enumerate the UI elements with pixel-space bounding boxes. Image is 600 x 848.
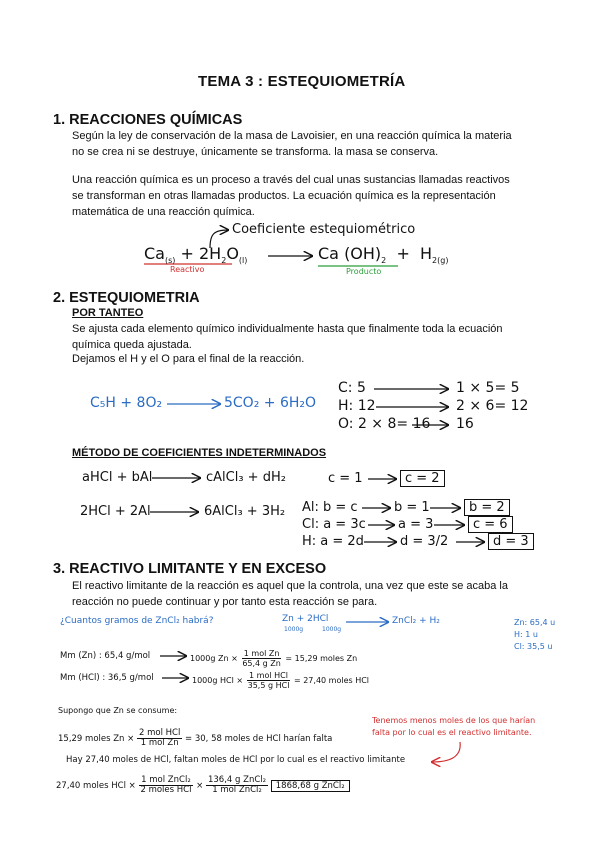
calc2-num-2: 136,4 g ZnCl₂	[207, 775, 267, 785]
calc2-den-2: 1 mol ZnCl₂	[212, 785, 262, 795]
limit-rx-mass-2: 1000g	[322, 626, 342, 633]
mm-zn-calc-a: 1000g Zn ×	[190, 654, 238, 663]
mm-zn-den: 65,4 g Zn	[242, 659, 281, 668]
calc-hcl-needed	[58, 729, 332, 748]
eq-product-sub: 2	[381, 256, 387, 266]
s1-p2-line3: matemática de una reacción química.	[72, 206, 255, 218]
note-pointer-arrow	[432, 742, 460, 762]
eq-left: Ca	[144, 244, 165, 263]
metodo-subheading: MÉTODO DE COEFICIENTES INDETERMINADOS	[72, 447, 327, 459]
calc2-a: 27,40 moles HCl ×	[56, 781, 136, 791]
s2-p1-line2: química queda ajustada.	[72, 339, 192, 351]
eq-plus-2: +	[396, 244, 410, 263]
note-line-2: falta por lo cual es el reactivo limitante.	[372, 728, 532, 737]
question: ¿Cuantos gramos de ZnCl₂ habrá?	[60, 616, 214, 626]
s2-p1-line1: Se ajusta cada elemento químico individualmente hasta que finalmente toda la ecuación	[72, 323, 503, 335]
s2-p1-line3: Dejamos el H y el O para el final de la reacción.	[72, 353, 305, 365]
coef-c-eq: c = 1	[328, 471, 363, 486]
balance-o: O: 2 × 8= 16	[338, 416, 431, 432]
calc2-num-1: 1 mol ZnCl₂	[141, 775, 191, 785]
balance-c: C: 5	[338, 380, 366, 396]
general-eq-right: cAlCl₃ + dH₂	[206, 470, 286, 485]
mm-hcl-fraction	[246, 671, 292, 690]
balance-h: H: 12	[338, 398, 376, 414]
chemical-equation	[144, 244, 247, 265]
coef-cl-eq: Cl: a = 3c	[302, 517, 366, 532]
mass-cl: Cl: 35,5 u	[514, 642, 553, 651]
mm-hcl-den: 35,5 g HCl	[247, 681, 290, 690]
eq-water: 2H	[199, 244, 222, 263]
mm-zn-calc	[190, 649, 357, 668]
hay-statement: Hay 27,40 moles de HCl, faltan moles de HCl por lo cual es el reactivo limitante	[66, 755, 406, 765]
coef-cl-box: c = 6	[468, 516, 513, 533]
mm-zn: Mm (Zn) : 65,4 g/mol	[60, 651, 151, 661]
mm-hcl: Mm (HCl) : 36,5 g/mol	[60, 673, 154, 683]
producto-label: Producto	[346, 267, 382, 276]
coef-al-mid: b = 1	[394, 500, 430, 515]
balance-o-result: 16	[456, 416, 474, 432]
section-3-heading: 3. REACTIVO LIMITANTE Y EN EXCESO	[53, 561, 327, 577]
s3-p1-line2: reacción no puede continuar y por tanto esta reacción se para.	[72, 596, 378, 608]
mm-zn-fraction	[240, 649, 283, 668]
note-line-1: Tenemos menos moles de los que harían	[372, 716, 536, 725]
calc2-times: ×	[196, 781, 204, 791]
numeric-eq-left: 2HCl + 2Al	[80, 504, 151, 519]
tanteo-eq-right: 5CO₂ + 6H₂O	[224, 395, 317, 411]
calc1-num: 2 mol HCl	[138, 728, 181, 738]
calc2-fraction-1	[138, 776, 193, 795]
mm-zn-num: 1 mol Zn	[243, 649, 280, 658]
page-title: TEMA 3 : ESTEQUIOMETRÍA	[198, 73, 406, 90]
calc1-fraction	[137, 729, 182, 748]
s1-p2-line2: se transforman en otras llamadas productos. La ecuación química es la representación	[72, 190, 496, 202]
coef-al-eq: Al: b = c	[302, 500, 358, 515]
eq-product: Ca (OH)	[318, 244, 382, 263]
calc2-fraction-2	[206, 776, 268, 795]
coef-h-eq: H: a = 2d	[302, 534, 364, 549]
general-eq-left: aHCl + bAl	[82, 470, 153, 485]
mm-hcl-calc	[192, 671, 369, 690]
equation-products	[318, 244, 448, 265]
mass-zn: Zn: 65,4 u	[514, 618, 556, 627]
s1-p1-line2: no se crea ni se destruye, únicamente se transforma. la masa se conserva.	[72, 146, 439, 158]
coef-cl-mid: a = 3	[398, 517, 434, 532]
coef-label: Coeficiente estequiométrico	[232, 222, 416, 237]
coef-c-box: c = 2	[400, 470, 445, 487]
coef-h-mid: d = 3/2	[400, 534, 449, 549]
supongo: Supongo que Zn se consume:	[58, 706, 178, 715]
mm-zn-result: = 15,29 moles Zn	[285, 654, 358, 663]
calc1-a: 15,29 moles Zn ×	[58, 734, 135, 744]
eq-water-o: O	[226, 244, 239, 263]
tanteo-subheading: POR TANTEO	[72, 307, 144, 319]
eq-left-state: (s)	[164, 256, 176, 266]
calc-zncl2	[56, 776, 350, 795]
eq-hydrogen: H	[420, 244, 433, 263]
mass-h: H: 1 u	[514, 630, 538, 639]
coef-al-box: b = 2	[464, 499, 510, 516]
section-2-heading: 2. ESTEQUIOMETRIA	[53, 290, 200, 306]
eq-plus-1: +	[180, 244, 194, 263]
balance-c-result: 1 × 5= 5	[456, 380, 520, 396]
balance-h-result: 2 × 6= 12	[456, 398, 529, 414]
section-1-heading: 1. REACCIONES QUÍMICAS	[53, 112, 243, 128]
s3-p1-line1: El reactivo limitante de la reacción es aquel que la controla, una vez que este se acaba la	[72, 580, 508, 592]
limit-rx-mass-1: 1000g	[284, 626, 304, 633]
calc2-den-1: 2 moles HCl	[140, 785, 192, 795]
s1-p1-line1: Según la ley de conservación de la masa de Lavoisier, en una reacción química la materia	[72, 130, 512, 142]
mm-hcl-calc-a: 1000g HCl ×	[192, 676, 244, 685]
eq-hydrogen-sub: 2(g)	[432, 256, 449, 266]
reactivo-label: Reactivo	[170, 265, 205, 274]
calc1-result: = 30, 58 moles de HCl harían falta	[185, 734, 333, 744]
eq-water-state: (l)	[238, 256, 248, 266]
coef-h-box: d = 3	[488, 533, 534, 550]
mm-hcl-result: = 27,40 moles HCl	[293, 676, 370, 685]
tanteo-eq-left: C₅H + 8O₂	[90, 395, 163, 411]
limit-rx-right: ZnCl₂ + H₂	[392, 616, 440, 626]
mm-hcl-num: 1 mol HCl	[249, 671, 288, 680]
eq-water-sub: 2	[221, 256, 227, 266]
numeric-eq-right: 6AlCl₃ + 3H₂	[204, 504, 286, 519]
s1-p2-line1: Una reacción química es un proceso a través del cual unas sustancias llamadas reactivos	[72, 174, 510, 186]
limit-rx-left: Zn + 2HCl	[282, 614, 329, 624]
calc2-result-box: 1868,68 g ZnCl₂	[271, 780, 350, 792]
calc1-den: 1 mol Zn	[140, 738, 179, 748]
